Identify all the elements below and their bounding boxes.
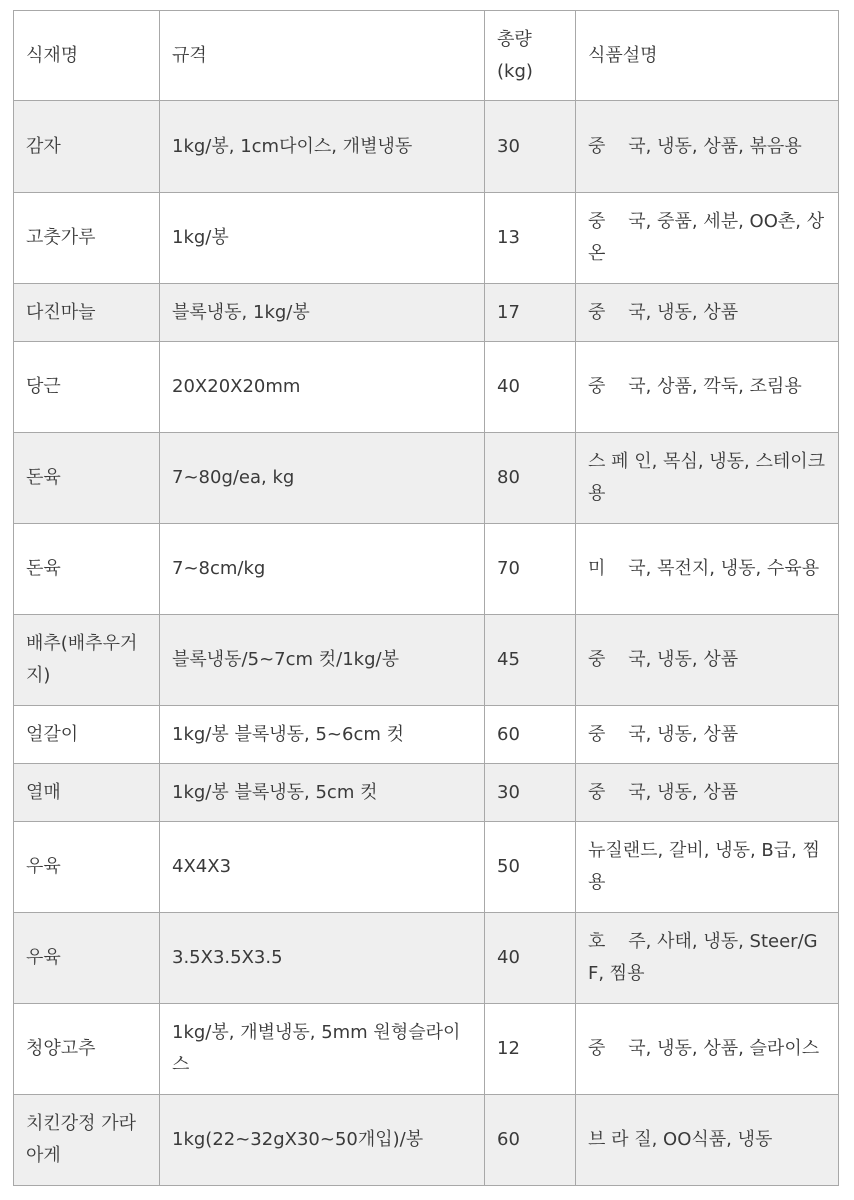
- cell-name: 우육: [14, 913, 160, 1004]
- table-row: [14, 284, 839, 342]
- cell-qty: 80: [485, 433, 576, 524]
- cell-qty: 70: [485, 524, 576, 615]
- cell-name: 열매: [14, 764, 160, 822]
- table-row: [14, 615, 839, 706]
- cell-qty: 17: [485, 284, 576, 342]
- cell-name: 돈육: [14, 524, 160, 615]
- table-row: [14, 706, 839, 764]
- table-row: [14, 524, 839, 615]
- cell-qty: 60: [485, 1095, 576, 1186]
- cell-qty: 40: [485, 342, 576, 433]
- cell-desc: 호 주, 사태, 냉동, Steer/GF, 찜용: [576, 913, 839, 1004]
- cell-spec: 3.5X3.5X3.5: [160, 913, 485, 1004]
- table-row: [14, 764, 839, 822]
- cell-name: 돈육: [14, 433, 160, 524]
- cell-name: 치킨강정 가라아게: [14, 1095, 160, 1186]
- cell-desc: 뉴질랜드, 갈비, 냉동, B급, 찜용: [576, 822, 839, 913]
- cell-spec: 1kg/봉: [160, 193, 485, 284]
- cell-spec: 블록냉동, 1kg/봉: [160, 284, 485, 342]
- header-spec: 규격: [160, 11, 485, 101]
- cell-spec: 4X4X3: [160, 822, 485, 913]
- cell-spec: 7~8cm/kg: [160, 524, 485, 615]
- table-row: [14, 342, 839, 433]
- cell-name: 청양고추: [14, 1004, 160, 1095]
- cell-qty: 30: [485, 101, 576, 193]
- cell-desc: 중 국, 냉동, 상품: [576, 706, 839, 764]
- cell-qty: 50: [485, 822, 576, 913]
- header-qty: 총량 (kg): [485, 11, 576, 101]
- cell-spec: 블록냉동/5~7cm 컷/1kg/봉: [160, 615, 485, 706]
- table-row: [14, 101, 839, 193]
- table-row: [14, 913, 839, 1004]
- cell-name: 얼갈이: [14, 706, 160, 764]
- food-spec-table: [13, 10, 839, 1186]
- cell-spec: 1kg(22~32gX30~50개입)/봉: [160, 1095, 485, 1186]
- cell-name: 감자: [14, 101, 160, 193]
- cell-spec: 1kg/봉 블록냉동, 5cm 컷: [160, 764, 485, 822]
- table-row: [14, 822, 839, 913]
- header-row: [14, 11, 839, 101]
- cell-spec: 1kg/봉 블록냉동, 5~6cm 컷: [160, 706, 485, 764]
- cell-name: 우육: [14, 822, 160, 913]
- cell-desc: 스 페 인, 목심, 냉동, 스테이크용: [576, 433, 839, 524]
- cell-spec: 7~80g/ea, kg: [160, 433, 485, 524]
- cell-name: 당근: [14, 342, 160, 433]
- cell-qty: 30: [485, 764, 576, 822]
- cell-spec: 1kg/봉, 개별냉동, 5mm 원형슬라이스: [160, 1004, 485, 1095]
- cell-desc: 미 국, 목전지, 냉동, 수육용: [576, 524, 839, 615]
- header-desc: 식품설명: [576, 11, 839, 101]
- cell-desc: 브 라 질, OO식품, 냉동: [576, 1095, 839, 1186]
- cell-desc: 중 국, 냉동, 상품: [576, 615, 839, 706]
- cell-qty: 12: [485, 1004, 576, 1095]
- cell-desc: 중 국, 중품, 세분, OO촌, 상온: [576, 193, 839, 284]
- cell-name: 다진마늘: [14, 284, 160, 342]
- cell-name: 배추(배추우거지): [14, 615, 160, 706]
- table-row: [14, 1095, 839, 1186]
- cell-desc: 중 국, 상품, 깍둑, 조림용: [576, 342, 839, 433]
- cell-desc: 중 국, 냉동, 상품: [576, 284, 839, 342]
- cell-desc: 중 국, 냉동, 상품, 볶음용: [576, 101, 839, 193]
- table-row: [14, 1004, 839, 1095]
- table-row: [14, 433, 839, 524]
- cell-spec: 1kg/봉, 1cm다이스, 개별냉동: [160, 101, 485, 193]
- cell-desc: 중 국, 냉동, 상품: [576, 764, 839, 822]
- cell-qty: 13: [485, 193, 576, 284]
- cell-desc: 중 국, 냉동, 상품, 슬라이스: [576, 1004, 839, 1095]
- cell-qty: 40: [485, 913, 576, 1004]
- table-row: [14, 193, 839, 284]
- cell-name: 고춧가루: [14, 193, 160, 284]
- cell-qty: 60: [485, 706, 576, 764]
- header-name: 식재명: [14, 11, 160, 101]
- cell-spec: 20X20X20mm: [160, 342, 485, 433]
- cell-qty: 45: [485, 615, 576, 706]
